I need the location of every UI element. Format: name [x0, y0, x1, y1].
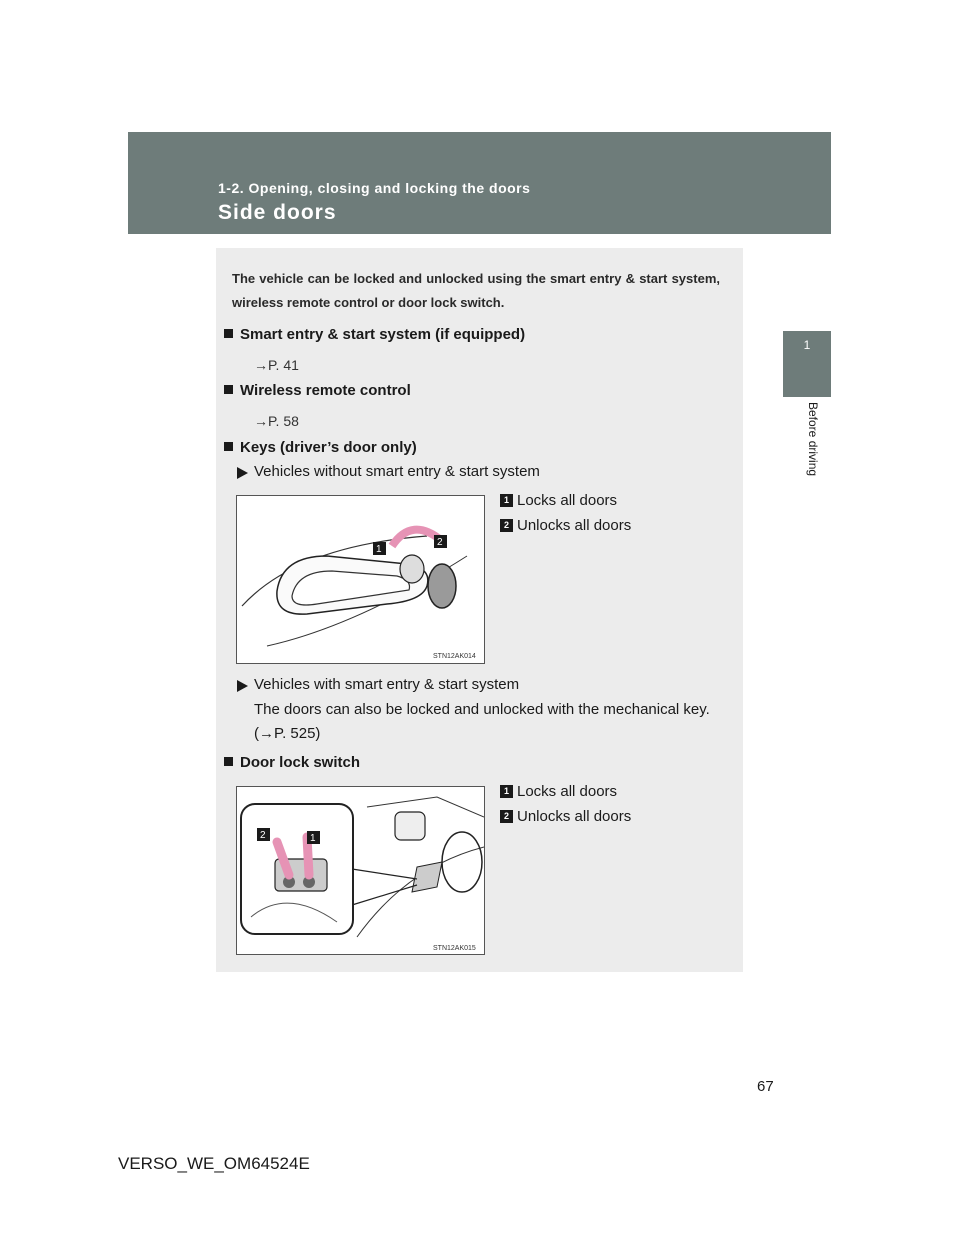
svg-text:1: 1: [310, 833, 316, 844]
ref-smart-entry[interactable]: →P. 41: [254, 357, 299, 373]
svg-text:1: 1: [376, 544, 382, 555]
switch-item-lock: [500, 783, 617, 800]
figure-door-lock-switch: [236, 786, 485, 955]
number-badge: 1: [500, 494, 513, 507]
number-badge: 2: [500, 810, 513, 823]
sub-with-smart: Vehicles with smart entry & start system: [254, 676, 520, 693]
page-number: 67: [757, 1078, 774, 1095]
heading-door-lock: Door lock switch: [240, 754, 361, 771]
figure-code-2: STN12AK015: [433, 945, 476, 952]
number-badge: 2: [500, 519, 513, 532]
chapter-label: Before driving: [806, 402, 820, 477]
switch-item-unlock-label: Unlocks all doors: [517, 808, 632, 825]
key-item-unlock: [500, 517, 631, 534]
doc-code: VERSO_WE_OM64524E: [118, 1154, 310, 1173]
sub-without-smart: Vehicles without smart entry & start system: [254, 463, 540, 480]
svg-text:2: 2: [437, 537, 443, 548]
key-item-lock: [500, 492, 617, 509]
key-item-unlock-label: Unlocks all doors: [517, 517, 632, 534]
intro-text: The vehicle can be locked and unlocked using the smart entry & start system, wireless remote control or door lock switch.: [232, 271, 720, 310]
svg-text:2: 2: [260, 830, 266, 841]
figure-door-handle-key: [236, 495, 485, 664]
content-box: [216, 248, 743, 972]
chapter-tab[interactable]: 1: [783, 331, 831, 397]
switch-item-unlock: [500, 808, 631, 825]
ref-remote[interactable]: →P. 58: [254, 413, 299, 429]
with-smart-text: The doors can also be locked and unlocked with the mechanical key. (→P. 525): [254, 701, 710, 742]
page-title: Side doors: [218, 201, 337, 224]
heading-keys: Keys (driver’s door only): [240, 439, 417, 456]
number-badge: 1: [500, 785, 513, 798]
section-label: 1-2. Opening, closing and locking the doors: [218, 180, 531, 196]
heading-remote: Wireless remote control: [240, 382, 411, 399]
heading-smart-entry: Smart entry & start system (if equipped): [240, 326, 526, 343]
switch-item-lock-label: Locks all doors: [517, 783, 618, 800]
figure-code: STN12AK014: [433, 653, 476, 660]
page-header: [128, 132, 831, 234]
key-item-lock-label: Locks all doors: [517, 492, 618, 509]
